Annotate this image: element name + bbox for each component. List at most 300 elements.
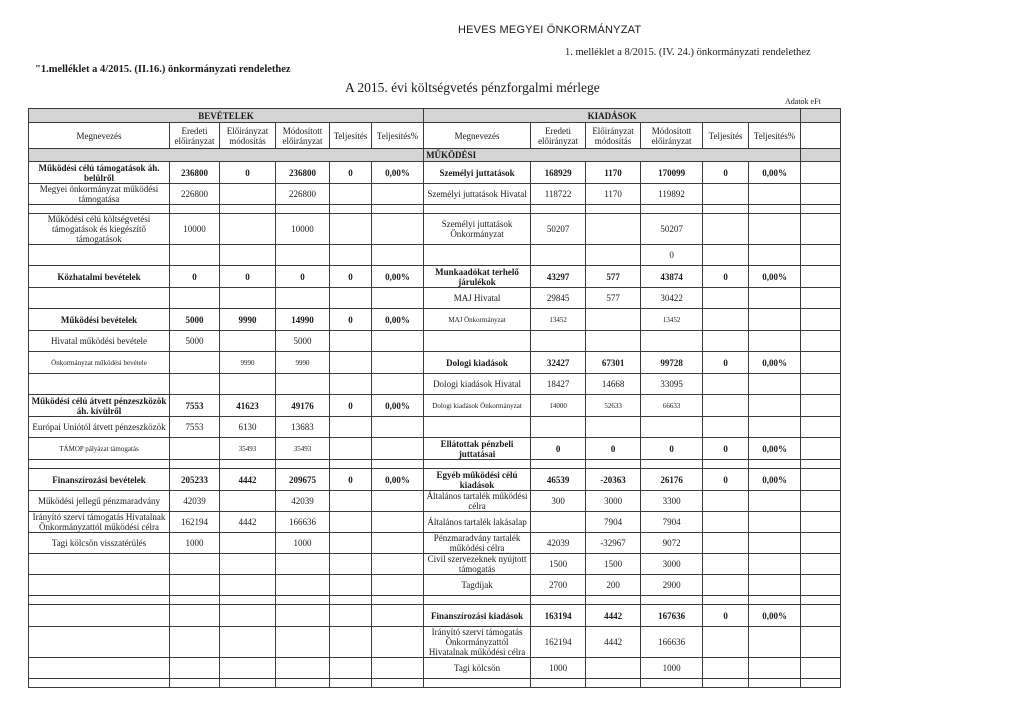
income-modified-cell: 35493 [276, 438, 330, 460]
expense-actual-cell [703, 491, 749, 512]
category-row [29, 438, 841, 460]
income-original-cell [170, 658, 220, 679]
income-pct-cell: 0,00% [372, 162, 424, 184]
income-original-cell [170, 374, 220, 395]
expense-modified-cell: 0 [641, 245, 703, 266]
income-actual-cell [330, 512, 372, 533]
income-actual-cell [330, 575, 372, 596]
expense-change-cell: 577 [586, 266, 641, 288]
income-original-cell [170, 245, 220, 266]
empty-cell [586, 679, 641, 688]
expense-name-cell: Dologi kiadások Önkormányzat [424, 395, 531, 417]
empty-cell [801, 438, 841, 460]
income-pct-cell [372, 605, 424, 627]
expense-pct-cell [749, 395, 801, 417]
income-original-cell: 236800 [170, 162, 220, 184]
expense-change-cell [586, 309, 641, 331]
expense-change-cell: 7904 [586, 512, 641, 533]
expense-col-original: Eredeti előirányzat [531, 123, 586, 149]
empty-cell [220, 596, 276, 605]
expense-pct-cell [749, 245, 801, 266]
income-actual-cell: 0 [330, 395, 372, 417]
expense-name-cell [424, 245, 531, 266]
income-actual-cell [330, 554, 372, 575]
unit-note: Adatok eFt [785, 97, 821, 106]
expense-pct-cell [749, 331, 801, 352]
empty-cell [703, 205, 749, 214]
expense-name-cell: Pénzmaradvány tartalék működési célra [424, 533, 531, 554]
document-title: A 2015. évi költségvetés pénzforgalmi mérlege [345, 80, 600, 95]
detail-row [29, 627, 841, 658]
spacer-row [29, 460, 841, 469]
expense-actual-cell [703, 627, 749, 658]
income-change-cell: 41623 [220, 395, 276, 417]
empty-cell [801, 658, 841, 679]
income-pct-cell: 0,00% [372, 395, 424, 417]
expense-pct-cell [749, 512, 801, 533]
empty-cell [749, 596, 801, 605]
income-name-cell: Működési bevételek [29, 309, 170, 331]
income-original-cell: 226800 [170, 184, 220, 205]
expense-pct-cell [749, 184, 801, 205]
detail-row [29, 491, 841, 512]
spacer-row [29, 596, 841, 605]
detail-row [29, 245, 841, 266]
empty-cell [372, 205, 424, 214]
empty-cell [703, 679, 749, 688]
income-name-cell [29, 245, 170, 266]
income-pct-cell [372, 184, 424, 205]
income-name-cell [29, 627, 170, 658]
income-modified-cell: 10000 [276, 214, 330, 245]
income-pct-cell [372, 374, 424, 395]
empty-cell [801, 331, 841, 352]
detail-row [29, 658, 841, 679]
income-name-cell: Megyei önkormányzat működési támogatása [29, 184, 170, 205]
empty-cell [220, 205, 276, 214]
income-modified-cell [276, 627, 330, 658]
expense-change-cell [586, 331, 641, 352]
expense-pct-cell [749, 627, 801, 658]
detail-row [29, 374, 841, 395]
income-pct-cell: 0,00% [372, 266, 424, 288]
income-original-cell: 10000 [170, 214, 220, 245]
detail-row [29, 512, 841, 533]
empty-cell [586, 596, 641, 605]
income-col-name: Megnevezés [29, 123, 170, 149]
expense-change-cell: 200 [586, 575, 641, 596]
expense-original-cell: 42039 [531, 533, 586, 554]
income-name-cell: Közhatalmi bevételek [29, 266, 170, 288]
empty-cell [801, 469, 841, 491]
empty-cell [531, 679, 586, 688]
empty-cell [641, 205, 703, 214]
income-original-cell [170, 627, 220, 658]
expense-original-cell: 14000 [531, 395, 586, 417]
empty-cell [801, 679, 841, 688]
income-modified-cell: 13683 [276, 417, 330, 438]
empty-cell [801, 184, 841, 205]
empty-cell [801, 417, 841, 438]
income-original-cell: 5000 [170, 309, 220, 331]
income-change-cell [220, 245, 276, 266]
expense-name-cell: Személyi juttatások Önkormányzat [424, 214, 531, 245]
empty-cell [749, 460, 801, 469]
empty-cell [801, 596, 841, 605]
expense-change-cell: 1170 [586, 162, 641, 184]
expense-change-cell: 67301 [586, 352, 641, 374]
expense-original-cell: 118722 [531, 184, 586, 205]
expense-name-cell: Munkaadókat terhelő járulékok [424, 266, 531, 288]
expense-modified-cell: 3000 [641, 554, 703, 575]
empty-cell [801, 288, 841, 309]
income-col-change: Előirányzat módosítás [220, 123, 276, 149]
expense-change-cell: 3000 [586, 491, 641, 512]
expense-modified-cell: 30422 [641, 288, 703, 309]
empty-cell [29, 596, 170, 605]
income-change-cell: 4442 [220, 469, 276, 491]
income-change-cell [220, 554, 276, 575]
income-original-cell [170, 438, 220, 460]
expense-original-cell: 43297 [531, 266, 586, 288]
income-change-cell [220, 331, 276, 352]
income-pct-cell: 0,00% [372, 469, 424, 491]
income-modified-cell [276, 605, 330, 627]
expense-change-cell [586, 417, 641, 438]
empty-cell [801, 214, 841, 245]
category-row [29, 469, 841, 491]
income-col-actual: Teljesítés [330, 123, 372, 149]
category-row [29, 605, 841, 627]
expense-name-cell: Általános tartalék lakásalap [424, 512, 531, 533]
expense-pct-cell [749, 417, 801, 438]
expense-change-cell: -32967 [586, 533, 641, 554]
empty-cell [372, 596, 424, 605]
expense-actual-cell [703, 575, 749, 596]
empty-cell [641, 679, 703, 688]
detail-row [29, 214, 841, 245]
income-name-cell: Irányító szervi támogatás Hivatalnak Önkormányzattól működési célra [29, 512, 170, 533]
empty-cell [801, 395, 841, 417]
income-change-cell [220, 214, 276, 245]
income-actual-cell [330, 245, 372, 266]
empty-cell [801, 123, 841, 149]
expense-actual-cell: 0 [703, 438, 749, 460]
income-change-cell [220, 184, 276, 205]
expense-original-cell: 168929 [531, 162, 586, 184]
income-change-cell: 9990 [220, 352, 276, 374]
expense-change-cell: -20363 [586, 469, 641, 491]
expense-actual-cell [703, 395, 749, 417]
income-original-cell [170, 554, 220, 575]
expense-modified-cell: 166636 [641, 627, 703, 658]
expense-original-cell [531, 512, 586, 533]
empty-cell [276, 205, 330, 214]
income-name-cell: Tagi kölcsön visszatérülés [29, 533, 170, 554]
empty-cell [170, 460, 220, 469]
expense-name-cell [424, 417, 531, 438]
income-pct-cell [372, 288, 424, 309]
income-change-cell [220, 288, 276, 309]
income-original-cell: 7553 [170, 417, 220, 438]
income-change-cell [220, 575, 276, 596]
expense-original-cell [531, 331, 586, 352]
empty-cell [749, 205, 801, 214]
expense-actual-cell: 0 [703, 469, 749, 491]
empty-cell [330, 596, 372, 605]
income-pct-cell [372, 245, 424, 266]
expense-actual-cell [703, 374, 749, 395]
expense-pct-cell [749, 533, 801, 554]
empty-cell [801, 374, 841, 395]
expense-name-cell: Személyi juttatások [424, 162, 531, 184]
expense-original-cell: 2700 [531, 575, 586, 596]
category-row [29, 162, 841, 184]
expense-section-title: KIADÁSOK [424, 109, 801, 123]
income-original-cell [170, 288, 220, 309]
detail-row [29, 533, 841, 554]
expense-pct-cell [749, 214, 801, 245]
expense-modified-cell [641, 417, 703, 438]
income-modified-cell: 209675 [276, 469, 330, 491]
budget-balance-table [28, 108, 841, 688]
expense-modified-cell: 119892 [641, 184, 703, 205]
expense-modified-cell [641, 331, 703, 352]
category-row [29, 266, 841, 288]
income-actual-cell [330, 214, 372, 245]
expense-name-cell: Dologi kiadások Hivatal [424, 374, 531, 395]
empty-cell [703, 460, 749, 469]
expense-name-cell: MAJ Önkormányzat [424, 309, 531, 331]
expense-change-cell: 4442 [586, 627, 641, 658]
income-actual-cell [330, 658, 372, 679]
income-col-pct: Teljesítés% [372, 123, 424, 149]
income-name-cell: Működési célú támogatások áh. belülről [29, 162, 170, 184]
operating-header-row [29, 149, 841, 162]
expense-modified-cell: 13452 [641, 309, 703, 331]
expense-name-cell: Személyi juttatások Hivatal [424, 184, 531, 205]
annex-note-left: "1.melléklet a 4/2015. (II.16.) önkormányzati rendelethez [35, 64, 291, 75]
empty-cell [703, 596, 749, 605]
income-actual-cell [330, 331, 372, 352]
income-modified-cell: 42039 [276, 491, 330, 512]
expense-pct-cell [749, 491, 801, 512]
empty-cell [220, 679, 276, 688]
expense-pct-cell: 0,00% [749, 352, 801, 374]
expense-original-cell: 46539 [531, 469, 586, 491]
empty-cell [801, 533, 841, 554]
expense-original-cell: 32427 [531, 352, 586, 374]
income-actual-cell [330, 417, 372, 438]
empty-cell [801, 309, 841, 331]
income-actual-cell [330, 627, 372, 658]
empty-cell [276, 596, 330, 605]
income-name-cell: Működési célú átvett pénzeszközök áh. kívülről [29, 395, 170, 417]
section-header-row [29, 109, 841, 123]
income-pct-cell [372, 554, 424, 575]
expense-name-cell: Dologi kiadások [424, 352, 531, 374]
income-modified-cell [276, 554, 330, 575]
expense-actual-cell [703, 214, 749, 245]
income-pct-cell [372, 491, 424, 512]
expense-modified-cell: 7904 [641, 512, 703, 533]
expense-name-cell: Finanszírozási kiadások [424, 605, 531, 627]
expense-change-cell: 52633 [586, 395, 641, 417]
expense-change-cell [586, 658, 641, 679]
income-original-cell [170, 575, 220, 596]
income-actual-cell: 0 [330, 162, 372, 184]
empty-cell [801, 554, 841, 575]
income-change-cell [220, 605, 276, 627]
expense-actual-cell [703, 533, 749, 554]
expense-modified-cell: 3300 [641, 491, 703, 512]
empty-cell [641, 460, 703, 469]
category-row [29, 309, 841, 331]
expense-change-cell: 0 [586, 438, 641, 460]
expense-name-cell: Egyéb működési célú kiadások [424, 469, 531, 491]
income-name-cell [29, 575, 170, 596]
income-name-cell [29, 288, 170, 309]
expense-pct-cell [749, 554, 801, 575]
empty-cell [29, 460, 170, 469]
expense-actual-cell [703, 331, 749, 352]
expense-modified-cell: 0 [641, 438, 703, 460]
organization-name: HEVES MEGYEI ÖNKORMÁNYZAT [458, 24, 642, 36]
expense-col-modified: Módosított előirányzat [641, 123, 703, 149]
empty-cell [531, 596, 586, 605]
expense-modified-cell: 26176 [641, 469, 703, 491]
income-original-cell: 5000 [170, 331, 220, 352]
empty-cell [586, 460, 641, 469]
income-modified-cell [276, 288, 330, 309]
detail-row [29, 417, 841, 438]
income-pct-cell [372, 533, 424, 554]
income-change-cell: 0 [220, 266, 276, 288]
income-pct-cell [372, 575, 424, 596]
expense-original-cell: 1500 [531, 554, 586, 575]
empty-cell [330, 679, 372, 688]
empty-cell [801, 245, 841, 266]
annex-note-right: 1. melléklet a 8/2015. (IV. 24.) önkormányzati rendelethez [565, 47, 811, 58]
expense-actual-cell [703, 184, 749, 205]
income-change-cell [220, 627, 276, 658]
income-change-cell: 35493 [220, 438, 276, 460]
empty-cell [801, 205, 841, 214]
detail-row [29, 575, 841, 596]
empty-cell [801, 605, 841, 627]
empty-cell [801, 512, 841, 533]
income-pct-cell [372, 352, 424, 374]
income-pct-cell [372, 627, 424, 658]
empty-cell [330, 460, 372, 469]
empty-cell [424, 596, 531, 605]
income-modified-cell: 49176 [276, 395, 330, 417]
expense-actual-cell [703, 658, 749, 679]
income-name-cell [29, 605, 170, 627]
empty-cell [531, 205, 586, 214]
income-change-cell: 9990 [220, 309, 276, 331]
expense-change-cell: 4442 [586, 605, 641, 627]
detail-row [29, 184, 841, 205]
expense-actual-cell: 0 [703, 162, 749, 184]
income-pct-cell [372, 438, 424, 460]
empty-cell [276, 460, 330, 469]
expense-actual-cell: 0 [703, 605, 749, 627]
expense-name-cell: Irányító szervi támogatás Önkormányzattól Hivatalnak működési célra [424, 627, 531, 658]
empty-cell [424, 460, 531, 469]
expense-original-cell: 50207 [531, 214, 586, 245]
empty-cell [220, 460, 276, 469]
income-modified-cell: 5000 [276, 331, 330, 352]
expense-actual-cell [703, 288, 749, 309]
income-name-cell [29, 658, 170, 679]
empty-cell [372, 679, 424, 688]
expense-original-cell [531, 245, 586, 266]
expense-col-pct: Teljesítés% [749, 123, 801, 149]
expense-actual-cell: 0 [703, 266, 749, 288]
empty-cell [749, 679, 801, 688]
expense-actual-cell [703, 512, 749, 533]
expense-modified-cell: 9072 [641, 533, 703, 554]
detail-row [29, 288, 841, 309]
income-modified-cell [276, 575, 330, 596]
expense-original-cell: 18427 [531, 374, 586, 395]
expense-name-cell: Ellátottak pénzbeli juttatásai [424, 438, 531, 460]
operating-section-title: MŰKÖDÉSI [424, 149, 801, 162]
empty-cell [29, 679, 170, 688]
income-name-cell: Európai Uniótól átvett pénzeszközök [29, 417, 170, 438]
income-modified-cell: 0 [276, 266, 330, 288]
expense-modified-cell: 33095 [641, 374, 703, 395]
empty-cell [586, 205, 641, 214]
expense-name-cell: MAJ Hivatal [424, 288, 531, 309]
empty-cell [801, 491, 841, 512]
income-name-cell: Hivatal működési bevétele [29, 331, 170, 352]
empty-cell [801, 149, 841, 162]
empty-cell [801, 575, 841, 596]
income-change-cell: 6130 [220, 417, 276, 438]
expense-modified-cell: 43874 [641, 266, 703, 288]
income-modified-cell: 226800 [276, 184, 330, 205]
income-name-cell [29, 374, 170, 395]
empty-cell [170, 679, 220, 688]
income-name-cell: Önkormányzat működési bevétele [29, 352, 170, 374]
income-original-cell: 205233 [170, 469, 220, 491]
income-actual-cell [330, 438, 372, 460]
spacer-row [29, 679, 841, 688]
expense-pct-cell [749, 575, 801, 596]
income-col-original: Eredeti előirányzat [170, 123, 220, 149]
empty-cell [801, 162, 841, 184]
expense-pct-cell [749, 658, 801, 679]
income-actual-cell [330, 352, 372, 374]
income-modified-cell: 1000 [276, 533, 330, 554]
expense-name-cell: Civil szervezeknek nyújtott támogatás [424, 554, 531, 575]
expense-modified-cell: 99728 [641, 352, 703, 374]
expense-change-cell: 1170 [586, 184, 641, 205]
expense-modified-cell: 2900 [641, 575, 703, 596]
expense-original-cell: 300 [531, 491, 586, 512]
expense-change-cell: 1500 [586, 554, 641, 575]
expense-modified-cell: 1000 [641, 658, 703, 679]
income-modified-cell [276, 374, 330, 395]
expense-change-cell [586, 245, 641, 266]
expense-actual-cell [703, 417, 749, 438]
expense-name-cell: Tagdíjak [424, 575, 531, 596]
expense-original-cell: 163194 [531, 605, 586, 627]
income-actual-cell: 0 [330, 266, 372, 288]
income-change-cell: 4442 [220, 512, 276, 533]
